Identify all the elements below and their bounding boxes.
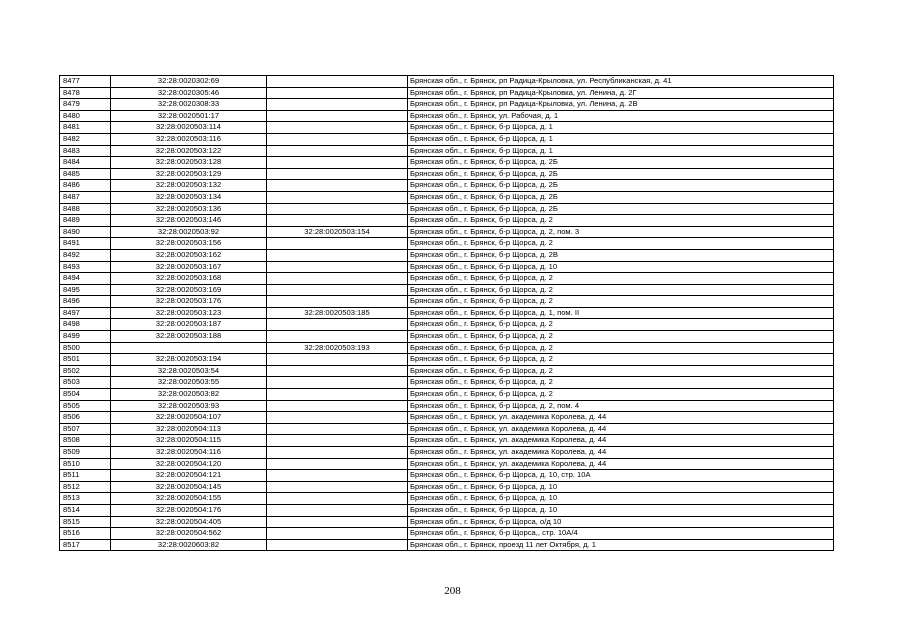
table-row	[60, 168, 834, 180]
cadastral-number-cell: 32:28:0020503:168	[111, 273, 267, 285]
row-number-cell: 8507	[60, 423, 111, 435]
table-row	[60, 191, 834, 203]
table-row	[60, 354, 834, 366]
cadastral-number-cell: 32:28:0020504:562	[111, 528, 267, 540]
cadastral-number-cell: 32:28:0020603:82	[111, 539, 267, 551]
address-cell: Брянская обл., г. Брянск, б-р Щорса, д. 2	[408, 365, 834, 377]
address-cell: Брянская обл., г. Брянск, ул. академика Королева, д. 44	[408, 435, 834, 447]
address-cell: Брянская обл., г. Брянск, б-р Щорса, д. 2Б	[408, 180, 834, 192]
row-number-cell: 8482	[60, 133, 111, 145]
row-number-cell: 8487	[60, 191, 111, 203]
table-row	[60, 365, 834, 377]
related-cadastral-number-cell	[267, 284, 408, 296]
related-cadastral-number-cell	[267, 122, 408, 134]
related-cadastral-number-cell: 32:28:0020503:154	[267, 226, 408, 238]
table-row	[60, 377, 834, 389]
address-cell: Брянская обл., г. Брянск, б-р Щорса, д. 2, пом. 4	[408, 400, 834, 412]
cadastral-number-cell: 32:28:0020504:155	[111, 493, 267, 505]
related-cadastral-number-cell	[267, 528, 408, 540]
related-cadastral-number-cell	[267, 180, 408, 192]
related-cadastral-number-cell	[267, 249, 408, 261]
table-row	[60, 389, 834, 401]
row-number-cell: 8496	[60, 296, 111, 308]
cadastral-number-cell: 32:28:0020503:169	[111, 284, 267, 296]
table-row	[60, 122, 834, 134]
address-cell: Брянская обл., г. Брянск, б-р Щорса, д. 2	[408, 354, 834, 366]
table-row	[60, 458, 834, 470]
table-row	[60, 400, 834, 412]
page-number: 208	[444, 585, 461, 597]
table-row	[60, 99, 834, 111]
cadastral-number-cell: 32:28:0020503:116	[111, 133, 267, 145]
row-number-cell: 8498	[60, 319, 111, 331]
related-cadastral-number-cell	[267, 319, 408, 331]
address-cell: Брянская обл., г. Брянск, б-р Щорса, д. 10	[408, 261, 834, 273]
related-cadastral-number-cell: 32:28:0020503:185	[267, 307, 408, 319]
row-number-cell: 8509	[60, 447, 111, 459]
row-number-cell: 8495	[60, 284, 111, 296]
address-cell: Брянская обл., г. Брянск, б-р Щорса, д. 2	[408, 377, 834, 389]
address-cell: Брянская обл., г. Брянск, б-р Щорса, д. 1	[408, 122, 834, 134]
related-cadastral-number-cell	[267, 481, 408, 493]
row-number-cell: 8510	[60, 458, 111, 470]
table-row	[60, 203, 834, 215]
cadastral-number-cell: 32:28:0020504:113	[111, 423, 267, 435]
row-number-cell: 8514	[60, 504, 111, 516]
address-cell: Брянская обл., г. Брянск, б-р Щорса, д. 2	[408, 319, 834, 331]
registry-table-body	[60, 76, 834, 551]
table-row	[60, 516, 834, 528]
related-cadastral-number-cell	[267, 412, 408, 424]
cadastral-number-cell: 32:28:0020503:82	[111, 389, 267, 401]
cadastral-number-cell: 32:28:0020503:176	[111, 296, 267, 308]
related-cadastral-number-cell	[267, 447, 408, 459]
table-row	[60, 261, 834, 273]
row-number-cell: 8491	[60, 238, 111, 250]
related-cadastral-number-cell	[267, 145, 408, 157]
address-cell: Брянская обл., г. Брянск, б-р Щорса, д. 2	[408, 284, 834, 296]
row-number-cell: 8512	[60, 481, 111, 493]
address-cell: Брянская обл., г. Брянск, б-р Щорса, о/д 10	[408, 516, 834, 528]
cadastral-number-cell: 32:28:0020504:120	[111, 458, 267, 470]
row-number-cell: 8478	[60, 87, 111, 99]
address-cell: Брянская обл., г. Брянск, б-р Щорса, д. 2	[408, 215, 834, 227]
related-cadastral-number-cell	[267, 110, 408, 122]
address-cell: Брянская обл., г. Брянск, ул. академика Королева, д. 44	[408, 447, 834, 459]
cadastral-number-cell: 32:28:0020503:123	[111, 307, 267, 319]
address-cell: Брянская обл., г. Брянск, б-р Щорса, д. 2	[408, 342, 834, 354]
cadastral-number-cell: 32:28:0020503:136	[111, 203, 267, 215]
cadastral-number-cell	[111, 342, 267, 354]
cadastral-number-cell: 32:28:0020503:146	[111, 215, 267, 227]
cadastral-number-cell: 32:28:0020503:93	[111, 400, 267, 412]
cadastral-number-cell: 32:28:0020503:156	[111, 238, 267, 250]
table-row	[60, 284, 834, 296]
row-number-cell: 8502	[60, 365, 111, 377]
address-cell: Брянская обл., г. Брянск, б-р Щорса, д. 2	[408, 238, 834, 250]
row-number-cell: 8511	[60, 470, 111, 482]
cadastral-number-cell: 32:28:0020503:54	[111, 365, 267, 377]
table-row	[60, 133, 834, 145]
table-row	[60, 296, 834, 308]
address-cell: Брянская обл., г. Брянск, б-р Щорса, д. 10	[408, 493, 834, 505]
related-cadastral-number-cell	[267, 215, 408, 227]
table-row	[60, 226, 834, 238]
row-number-cell: 8490	[60, 226, 111, 238]
address-cell: Брянская обл., г. Брянск, б-р Щорса, д. 2	[408, 389, 834, 401]
cadastral-number-cell: 32:28:0020504:176	[111, 504, 267, 516]
related-cadastral-number-cell	[267, 191, 408, 203]
address-cell: Брянская обл., г. Брянск, б-р Щорса, д. 2	[408, 296, 834, 308]
address-cell: Брянская обл., г. Брянск, б-р Щорса, д. 2В	[408, 249, 834, 261]
table-row	[60, 504, 834, 516]
row-number-cell: 8486	[60, 180, 111, 192]
table-row	[60, 76, 834, 88]
table-row	[60, 412, 834, 424]
table-row	[60, 215, 834, 227]
cadastral-number-cell: 32:28:0020308:33	[111, 99, 267, 111]
related-cadastral-number-cell	[267, 157, 408, 169]
address-cell: Брянская обл., г. Брянск, рп Радица-Крыловка, ул. Ленина, д. 2В	[408, 99, 834, 111]
row-number-cell: 8489	[60, 215, 111, 227]
table-row	[60, 528, 834, 540]
cadastral-number-cell: 32:28:0020503:188	[111, 331, 267, 343]
row-number-cell: 8505	[60, 400, 111, 412]
related-cadastral-number-cell	[267, 458, 408, 470]
address-cell: Брянская обл., г. Брянск, б-р Щорса,, стр. 10А/4	[408, 528, 834, 540]
row-number-cell: 8492	[60, 249, 111, 261]
related-cadastral-number-cell	[267, 238, 408, 250]
table-row	[60, 319, 834, 331]
related-cadastral-number-cell	[267, 331, 408, 343]
table-row	[60, 249, 834, 261]
address-cell: Брянская обл., г. Брянск, б-р Щорса, д. 2Б	[408, 168, 834, 180]
related-cadastral-number-cell	[267, 516, 408, 528]
cadastral-number-cell: 32:28:0020504:107	[111, 412, 267, 424]
table-row	[60, 273, 834, 285]
address-cell: Брянская обл., г. Брянск, б-р Щорса, д. 10	[408, 481, 834, 493]
table-row	[60, 87, 834, 99]
table-row	[60, 539, 834, 551]
row-number-cell: 8516	[60, 528, 111, 540]
table-row	[60, 110, 834, 122]
row-number-cell: 8504	[60, 389, 111, 401]
table-row	[60, 180, 834, 192]
row-number-cell: 8480	[60, 110, 111, 122]
cadastral-number-cell: 32:28:0020503:134	[111, 191, 267, 203]
cadastral-number-cell: 32:28:0020503:129	[111, 168, 267, 180]
cadastral-number-cell: 32:28:0020503:128	[111, 157, 267, 169]
related-cadastral-number-cell	[267, 87, 408, 99]
related-cadastral-number-cell	[267, 435, 408, 447]
cadastral-number-cell: 32:28:0020503:162	[111, 249, 267, 261]
address-cell: Брянская обл., г. Брянск, б-р Щорса, д. 2	[408, 273, 834, 285]
table-row	[60, 470, 834, 482]
related-cadastral-number-cell	[267, 377, 408, 389]
address-cell: Брянская обл., г. Брянск, б-р Щорса, д. 10	[408, 504, 834, 516]
table-row	[60, 481, 834, 493]
related-cadastral-number-cell	[267, 99, 408, 111]
related-cadastral-number-cell	[267, 389, 408, 401]
cadastral-number-cell: 32:28:0020501:17	[111, 110, 267, 122]
table-row	[60, 423, 834, 435]
cadastral-number-cell: 32:28:0020503:132	[111, 180, 267, 192]
related-cadastral-number-cell	[267, 354, 408, 366]
related-cadastral-number-cell	[267, 273, 408, 285]
row-number-cell: 8494	[60, 273, 111, 285]
table-row	[60, 307, 834, 319]
related-cadastral-number-cell	[267, 261, 408, 273]
row-number-cell: 8501	[60, 354, 111, 366]
table-row	[60, 435, 834, 447]
address-cell: Брянская обл., г. Брянск, б-р Щорса, д. 1	[408, 145, 834, 157]
cadastral-number-cell: 32:28:0020504:145	[111, 481, 267, 493]
related-cadastral-number-cell	[267, 133, 408, 145]
related-cadastral-number-cell	[267, 493, 408, 505]
row-number-cell: 8485	[60, 168, 111, 180]
cadastral-number-cell: 32:28:0020503:194	[111, 354, 267, 366]
cadastral-number-cell: 32:28:0020503:122	[111, 145, 267, 157]
row-number-cell: 8517	[60, 539, 111, 551]
address-cell: Брянская обл., г. Брянск, ул. академика Королева, д. 44	[408, 412, 834, 424]
row-number-cell: 8479	[60, 99, 111, 111]
row-number-cell: 8488	[60, 203, 111, 215]
address-cell: Брянская обл., г. Брянск, б-р Щорса, д. 1, пом. II	[408, 307, 834, 319]
address-cell: Брянская обл., г. Брянск, ул. академика Королева, д. 44	[408, 458, 834, 470]
address-cell: Брянская обл., г. Брянск, б-р Щорса, д. 10, стр. 10А	[408, 470, 834, 482]
cadastral-number-cell: 32:28:0020504:121	[111, 470, 267, 482]
related-cadastral-number-cell	[267, 539, 408, 551]
related-cadastral-number-cell	[267, 400, 408, 412]
related-cadastral-number-cell	[267, 168, 408, 180]
table-row	[60, 331, 834, 343]
address-cell: Брянская обл., г. Брянск, б-р Щорса, д. 1	[408, 133, 834, 145]
row-number-cell: 8503	[60, 377, 111, 389]
related-cadastral-number-cell	[267, 365, 408, 377]
related-cadastral-number-cell	[267, 296, 408, 308]
address-cell: Брянская обл., г. Брянск, б-р Щорса, д. 2Б	[408, 203, 834, 215]
table-row	[60, 157, 834, 169]
row-number-cell: 8497	[60, 307, 111, 319]
row-number-cell: 8506	[60, 412, 111, 424]
address-cell: Брянская обл., г. Брянск, ул. Рабочая, д. 1	[408, 110, 834, 122]
cadastral-number-cell: 32:28:0020503:92	[111, 226, 267, 238]
related-cadastral-number-cell	[267, 203, 408, 215]
cadastral-number-cell: 32:28:0020504:116	[111, 447, 267, 459]
address-cell: Брянская обл., г. Брянск, рп Радица-Крыловка, ул. Республиканская, д. 41	[408, 76, 834, 88]
registry-table	[59, 75, 834, 551]
row-number-cell: 8499	[60, 331, 111, 343]
cadastral-number-cell: 32:28:0020305:46	[111, 87, 267, 99]
table-row	[60, 493, 834, 505]
address-cell: Брянская обл., г. Брянск, ул. академика Королева, д. 44	[408, 423, 834, 435]
cadastral-number-cell: 32:28:0020503:167	[111, 261, 267, 273]
table-row	[60, 447, 834, 459]
address-cell: Брянская обл., г. Брянск, проезд 11 лет Октября, д. 1	[408, 539, 834, 551]
address-cell: Брянская обл., г. Брянск, рп Радица-Крыловка, ул. Ленина, д. 2Г	[408, 87, 834, 99]
related-cadastral-number-cell	[267, 504, 408, 516]
row-number-cell: 8481	[60, 122, 111, 134]
row-number-cell: 8477	[60, 76, 111, 88]
row-number-cell: 8513	[60, 493, 111, 505]
address-cell: Брянская обл., г. Брянск, б-р Щорса, д. 2	[408, 331, 834, 343]
address-cell: Брянская обл., г. Брянск, б-р Щорса, д. 2, пом. 3	[408, 226, 834, 238]
cadastral-number-cell: 32:28:0020504:405	[111, 516, 267, 528]
related-cadastral-number-cell	[267, 423, 408, 435]
row-number-cell: 8483	[60, 145, 111, 157]
table-row	[60, 238, 834, 250]
table-row	[60, 145, 834, 157]
related-cadastral-number-cell: 32:28:0020503:193	[267, 342, 408, 354]
cadastral-number-cell: 32:28:0020503:114	[111, 122, 267, 134]
table-row	[60, 342, 834, 354]
row-number-cell: 8508	[60, 435, 111, 447]
cadastral-number-cell: 32:28:0020503:187	[111, 319, 267, 331]
related-cadastral-number-cell	[267, 76, 408, 88]
row-number-cell: 8493	[60, 261, 111, 273]
address-cell: Брянская обл., г. Брянск, б-р Щорса, д. 2Б	[408, 191, 834, 203]
address-cell: Брянская обл., г. Брянск, б-р Щорса, д. 2Б	[408, 157, 834, 169]
cadastral-number-cell: 32:28:0020302:69	[111, 76, 267, 88]
cadastral-number-cell: 32:28:0020504:115	[111, 435, 267, 447]
related-cadastral-number-cell	[267, 470, 408, 482]
row-number-cell: 8484	[60, 157, 111, 169]
row-number-cell: 8500	[60, 342, 111, 354]
cadastral-number-cell: 32:28:0020503:55	[111, 377, 267, 389]
row-number-cell: 8515	[60, 516, 111, 528]
